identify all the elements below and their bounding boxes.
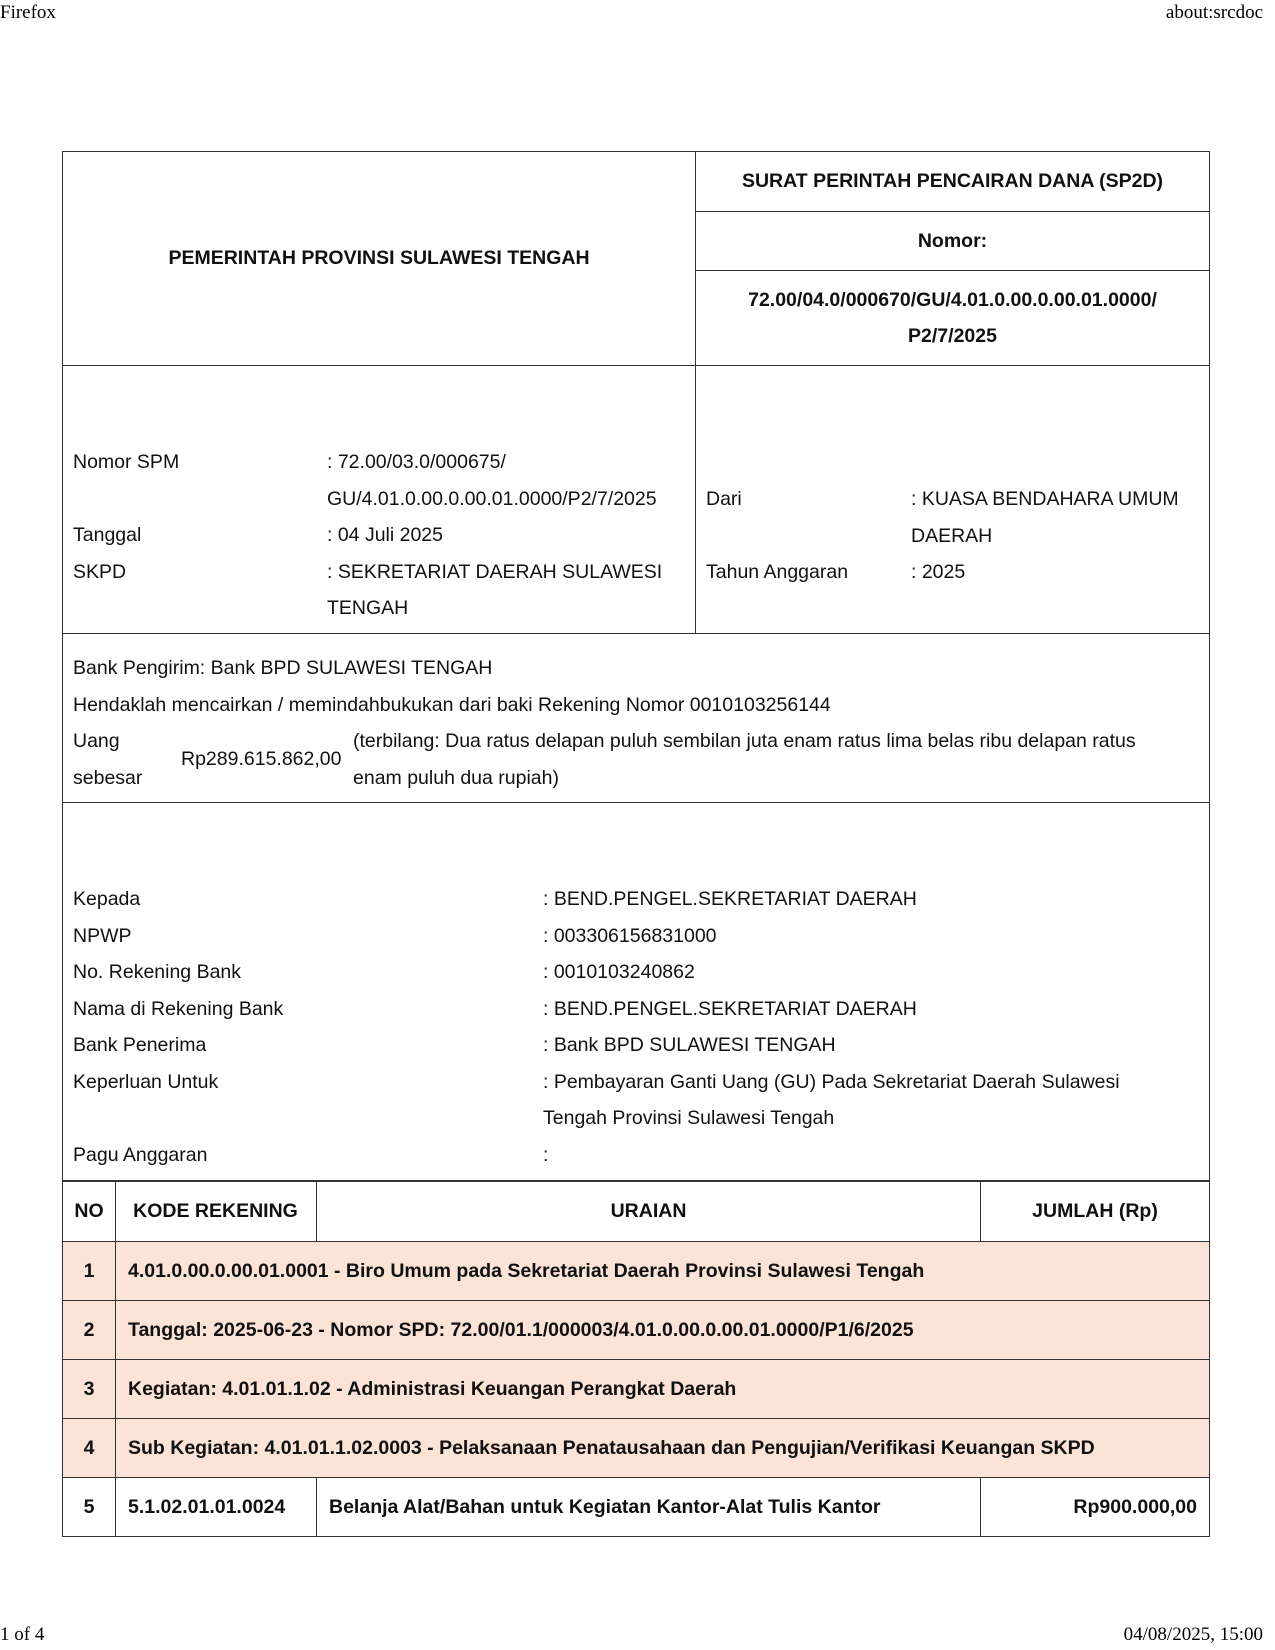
document-number [696, 271, 1210, 366]
col-kode-header: KODE REKENING [116, 1182, 317, 1242]
amount-in-words [353, 723, 1199, 796]
document-info [62, 366, 1210, 1181]
bank-pengirim: Bank Pengirim: Bank BPD SULAWESI TENGAH [73, 657, 493, 679]
tahun-anggaran-value: : 2025 [911, 561, 966, 583]
nama-rekening-label: Nama di Rekening Bank [73, 997, 284, 1020]
row-number: 2 [63, 1301, 116, 1360]
table-row [63, 1301, 1210, 1360]
dari-value-line2: DAERAH [911, 524, 993, 547]
nama-rekening-value: : BEND.PENGEL.SEKRETARIAT DAERAH [543, 997, 917, 1020]
amount-label-line1: Uang [73, 730, 120, 752]
pagu-value: : [543, 1143, 549, 1166]
browser-name: Firefox [0, 2, 56, 23]
amount-label [73, 723, 181, 796]
tahun-anggaran-label: Tahun Anggaran [706, 561, 849, 583]
npwp-value: : 003306156831000 [543, 924, 717, 947]
dari-value-line1: : KUASA BENDAHARA UMUM [911, 488, 1179, 510]
group-description: Sub Kegiatan: 4.01.01.1.02.0003 - Pelaksanaan Penatausahaan dan Pengujian/Verifikasi Keuangan SKPD [116, 1419, 1210, 1478]
source-info [696, 366, 1209, 633]
row-number: 5 [63, 1478, 116, 1537]
col-no-header: NO [63, 1182, 116, 1242]
row-number: 1 [63, 1242, 116, 1301]
table-row [63, 1242, 1210, 1301]
keperluan-label: Keperluan Untuk [73, 1070, 219, 1093]
kode-rekening: 5.1.02.01.01.0024 [116, 1478, 317, 1537]
keperluan-value-line2: Tengah Provinsi Sulawesi Tengah [543, 1107, 835, 1129]
kepada-label: Kepada [73, 888, 141, 910]
row-number: 4 [63, 1419, 116, 1478]
keperluan-value [543, 1064, 1199, 1137]
document-header [62, 151, 1210, 366]
amount-in-words-line2: enam puluh dua rupiah) [353, 766, 559, 789]
bank-section [63, 634, 1209, 803]
row-number: 3 [63, 1360, 116, 1419]
skpd-value-line2: TENGAH [327, 597, 409, 619]
dari-label: Dari [706, 488, 742, 510]
npwp-label: NPWP [73, 924, 132, 947]
sp2d-document [62, 151, 1210, 1537]
group-description: 4.01.0.00.0.00.01.0001 - Biro Umum pada Sekretariat Daerah Provinsi Sulawesi Tengah [116, 1242, 1210, 1301]
table-row [63, 1478, 1210, 1537]
keperluan-value-line1: : Pembayaran Ganti Uang (GU) Pada Sekretariat Daerah Sulawesi [543, 1070, 1120, 1093]
transfer-instruction: Hendaklah mencairkan / memindahbukukan dari baki Rekening Nomor 0010103256144 [73, 693, 831, 716]
kepada-value: : BEND.PENGEL.SEKRETARIAT DAERAH [543, 888, 917, 910]
rekening-value: : 0010103240862 [543, 961, 695, 983]
skpd-label: SKPD [73, 560, 127, 583]
document-number-line1: 72.00/04.0/000670/GU/4.01.0.00.0.00.01.0000/ [748, 289, 1157, 311]
nomor-spm-value-line2: GU/4.01.0.00.0.00.01.0000/P2/7/2025 [327, 487, 657, 510]
nomor-spm-label: Nomor SPM [73, 451, 180, 473]
recipient-section [63, 803, 1209, 1181]
uraian: Belanja Alat/Bahan untuk Kegiatan Kantor-Alat Tulis Kantor [317, 1478, 981, 1537]
pagu-label: Pagu Anggaran [73, 1143, 208, 1166]
nomor-spm-value [327, 444, 685, 517]
document-number-line2: P2/7/2025 [908, 325, 997, 347]
tanggal-label: Tanggal [73, 524, 142, 546]
items-header-row [63, 1182, 1210, 1242]
skpd-value-line1: : SEKRETARIAT DAERAH SULAWESI [327, 560, 663, 583]
col-uraian-header: URAIAN [317, 1182, 981, 1242]
page-url: about:srcdoc [1165, 2, 1263, 23]
col-jumlah-header: JUMLAH (Rp) [981, 1182, 1210, 1242]
dari-value [911, 481, 1199, 554]
bank-penerima-value: : Bank BPD SULAWESI TENGAH [543, 1034, 836, 1056]
items-table [62, 1181, 1210, 1537]
tanggal-value: : 04 Juli 2025 [327, 524, 444, 546]
amount-label-line2: sebesar [73, 766, 143, 789]
document-title: SURAT PERINTAH PENCAIRAN DANA (SP2D) [696, 152, 1210, 212]
page-counter: 1 of 4 [0, 1624, 45, 1645]
nomor-spm-value-line1: : 72.00/03.0/000675/ [327, 451, 506, 473]
amount-in-words-line1: (terbilang: Dua ratus delapan puluh sembilan juta enam ratus lima belas ribu delapan ratus [353, 730, 1136, 752]
amount-row [73, 723, 1199, 796]
table-row [63, 1419, 1210, 1478]
spm-info [63, 366, 696, 633]
amount-value: Rp289.615.862,00 [181, 748, 342, 771]
print-timestamp: 04/08/2025, 15:00 [1123, 1624, 1263, 1645]
bank-penerima-label: Bank Penerima [73, 1034, 207, 1056]
skpd-value [327, 554, 685, 627]
rekening-label: No. Rekening Bank [73, 961, 242, 983]
group-description: Tanggal: 2025-06-23 - Nomor SPD: 72.00/01.1/000003/4.01.0.00.0.00.01.0000/P1/6/2025 [116, 1301, 1210, 1360]
nomor-label: Nomor: [696, 212, 1210, 271]
government-name: PEMERINTAH PROVINSI SULAWESI TENGAH [63, 152, 696, 366]
table-row [63, 1360, 1210, 1419]
group-description: Kegiatan: 4.01.01.1.02 - Administrasi Keuangan Perangkat Daerah [116, 1360, 1210, 1419]
jumlah: Rp900.000,00 [981, 1478, 1210, 1537]
